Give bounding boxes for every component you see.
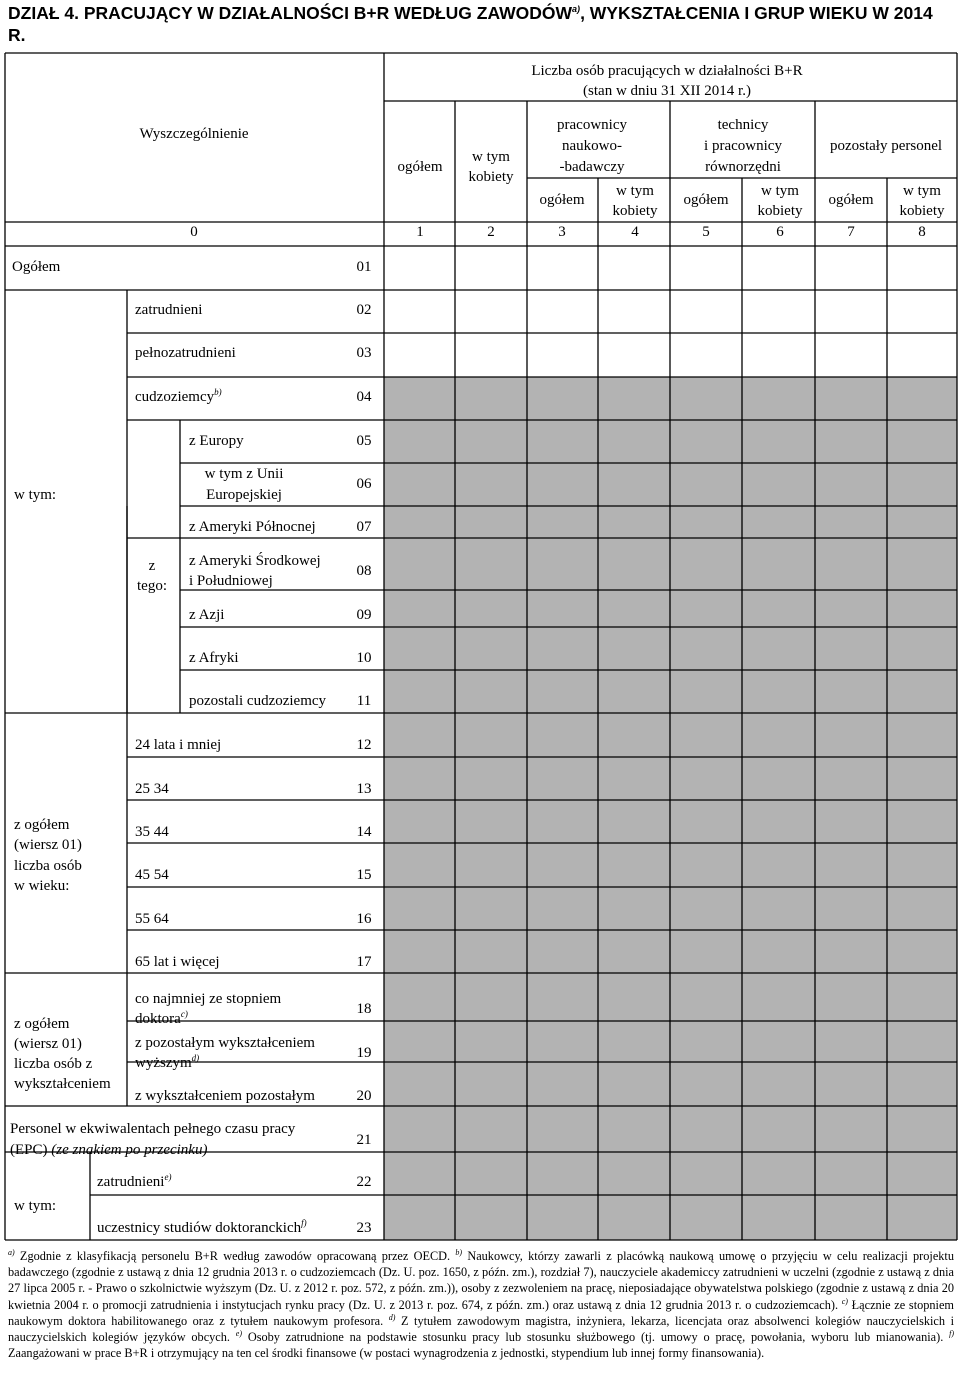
row-label-06-line2: Europejskiej <box>206 487 282 503</box>
row-label-01: Ogółem <box>12 259 61 275</box>
row-num-09: 09 <box>356 607 372 623</box>
colnum-5: 5 <box>702 224 710 240</box>
row-label-18-line1: co najmniej ze stopniem <box>135 991 282 1007</box>
row-label-20: z wykształceniem pozostałym <box>135 1088 315 1104</box>
header-g2-line1: technicy <box>717 117 769 133</box>
colnum-0: 0 <box>190 224 198 240</box>
group-wyksz-line1: z ogółem <box>14 1016 70 1032</box>
row-num-04: 04 <box>356 389 372 405</box>
row-num-23: 23 <box>356 1220 372 1236</box>
row-label-14: 35 44 <box>135 824 169 840</box>
footnote-e: $^{e)}$ Osoby zatrudnione na podstawie stosunku pracy lub stosunku służbowego (tj. umowy o pracę, powołania, wyboru lub mianowania). <box>235 1328 950 1345</box>
header-wyszczegolnienie: Wyszczególnienie <box>139 126 249 142</box>
header-col6-wtym: w tym <box>761 183 799 199</box>
group-ztego-line2: tego: <box>137 578 167 594</box>
row-label-11: pozostali cudzoziemcy <box>189 693 327 709</box>
footnote-c: $^{c)}$ Łącznie ze stopniem naukowym doktora habilitowanego oraz z tytułem naukowym profesora. <box>8 1296 954 1328</box>
header-g1-line3: -badawczy <box>559 159 625 175</box>
row-label-05: z Europy <box>189 433 244 449</box>
header-g2-line2: i pracownicy <box>704 138 782 154</box>
header-col8-wtym: w tym <box>903 183 941 199</box>
footnotes <box>8 1248 954 1361</box>
colnum-1: 1 <box>416 224 424 240</box>
group-wiek-line4: w wieku: <box>14 878 70 894</box>
group-wyksz-line4: wykształceniem <box>14 1076 111 1092</box>
row-num-07: 07 <box>356 519 372 535</box>
shaded-cell <box>384 377 957 1240</box>
header-col7-ogolem: ogółem <box>828 192 874 208</box>
header-col4-wtym: w tym <box>616 183 654 199</box>
row-num-10: 10 <box>356 650 372 666</box>
epc-line1: Personel w ekwiwalentach pełnego czasu pracy <box>10 1121 296 1137</box>
group-wiek-line2: (wiersz 01) <box>14 837 82 853</box>
row-label-07: z Ameryki Północnej <box>189 519 316 535</box>
row-label-13: 25 34 <box>135 781 169 797</box>
row-label-23: uczestnicy studiów doktoranckich$^{f)}$ <box>97 1218 307 1236</box>
colnum-4: 4 <box>631 224 639 240</box>
group-wtym-epc: w tym: <box>14 1198 57 1214</box>
row-label-10: z Afryki <box>189 650 239 666</box>
row-label-08-line2: i Południowej <box>189 573 273 589</box>
footnote-d: $^{d)}$ Z tytułem zawodowym magistra, inżyniera, lekarza, licencjata oraz absolwenci kolegiów nauczycielskich i nauczycielskich kolegiów języków obcych. <box>8 1312 955 1345</box>
row-num-13: 13 <box>356 781 372 797</box>
row-num-19: 19 <box>356 1045 372 1061</box>
row-num-20: 20 <box>356 1088 372 1104</box>
group-ztego-line1: z <box>148 558 156 574</box>
row-label-15: 45 54 <box>135 867 169 883</box>
footnote-b: $^{b)}$ Naukowcy, którzy zawarli z placówką naukową umowę o przyjęciu w celu realizacji projektu badawczego (zgodnie z ustawą z dnia 12 grudnia 2013 r. o cudzoziemcach (Dz. U. poz. 1650, z późn. zm.), rozdział 7), nauczyciele akademiccy zatrudnieni w uczelni (zgodnie z ustawą z dnia 27 lipca 2005 r. - Prawo o szkolnictwie wyższym (Dz. U. z 2012 r. poz. 572, z późn. zm.)), osoby z zezwoleniem na pracę, nieposiadające obywatelstwa polskiego (zgodnie z ustawą z dnia 20 kwietnia 2004 r. o promocji zatrudnienia i instytucjach rynku pracy (Dz. U. z 2013 r. poz. 674, z późn. zm.) oraz ustawą z dnia 12 grudnia 2013 r. o cudzoziemcach). <box>8 1247 954 1312</box>
header-col5-ogolem: ogółem <box>683 192 729 208</box>
row-num-21: 21 <box>356 1132 372 1148</box>
shaded-cells <box>384 377 957 1240</box>
header-col6-kobiety: kobiety <box>757 203 803 219</box>
colnum-8: 8 <box>918 224 926 240</box>
colnum-6: 6 <box>776 224 784 240</box>
header-col4-kobiety: kobiety <box>612 203 658 219</box>
row-num-17: 17 <box>356 954 372 970</box>
row-num-05: 05 <box>356 433 372 449</box>
row-num-15: 15 <box>356 867 372 883</box>
page-title: DZIAŁ 4. PRACUJĄCY W DZIAŁALNOŚCI B+R WEDŁUG ZAWODÓW$^{a)}$, WYKSZTAŁCENIA I GRUP WIEKU W 2014 R. <box>8 3 933 45</box>
row-num-11: 11 <box>356 693 372 709</box>
epc-line2: (EPC) (ze znakiem po przecinku) <box>10 1142 208 1158</box>
footnote-a: $^{a)}$ Zgodnie z klasyfikacją personelu B+R według zawodów opracowaną przez OECD. <box>8 1247 456 1263</box>
row-label-18-line2: doktora$^{c)}$ <box>135 1009 188 1027</box>
header-col8-kobiety: kobiety <box>899 203 945 219</box>
row-label-22: zatrudnieni$^{e)}$ <box>97 1172 172 1190</box>
header-top-line1: Liczba osób pracujących w działalności B+R <box>531 63 803 79</box>
row-num-16: 16 <box>356 911 372 927</box>
row-num-01: 01 <box>356 259 372 275</box>
header-top-line2: (stan w dniu 31 XII 2014 r.) <box>583 83 751 99</box>
header-col2-wtym: w tym <box>472 149 510 165</box>
row-num-18: 18 <box>356 1001 372 1017</box>
group-wyksz-line2: (wiersz 01) <box>14 1036 82 1052</box>
row-label-17: 65 lat i więcej <box>135 954 220 970</box>
header-g2-line3: równorzędni <box>705 159 781 175</box>
row-num-22: 22 <box>356 1174 372 1190</box>
header-g3: pozostały personel <box>829 138 943 154</box>
colnum-3: 3 <box>558 224 566 240</box>
row-num-08: 08 <box>356 563 372 579</box>
header-g1-line1: pracownicy <box>557 117 627 133</box>
row-label-04: cudzoziemcy$^{b)}$ <box>135 387 222 405</box>
row-num-02: 02 <box>356 302 372 318</box>
row-label-03: pełnozatrudnieni <box>135 345 236 361</box>
row-label-19-line1: z pozostałym wykształceniem <box>135 1035 315 1051</box>
row-label-12: 24 lata i mniej <box>135 737 222 753</box>
row-num-03: 03 <box>356 345 372 361</box>
header-col1-ogolem: ogółem <box>397 159 443 175</box>
row-num-14: 14 <box>356 824 372 840</box>
row-label-02: zatrudnieni <box>135 302 203 318</box>
row-num-06: 06 <box>356 476 372 492</box>
row-label-06-line1: w tym z Unii <box>204 466 284 482</box>
row-label-19-line2: wyższym$^{d)}$ <box>135 1053 200 1071</box>
header-g1-line2: naukowo- <box>562 138 622 154</box>
colnum-2: 2 <box>487 224 495 240</box>
row-num-12: 12 <box>356 737 372 753</box>
row-label-09: z Azji <box>189 607 225 623</box>
header-col3-ogolem: ogółem <box>539 192 585 208</box>
footnote-f: $^{f)}$ Zaangażowani w prace B+R i otrzymujący na ten cel środki finansowe (w postaci wynagrodzenia z jednostki, stypendium lub innej formy finansowania). <box>8 1328 954 1361</box>
row-label-16: 55 64 <box>135 911 169 927</box>
colnum-7: 7 <box>847 224 855 240</box>
group-wiek-line3: liczba osób <box>14 858 82 874</box>
row-label-08-line1: z Ameryki Środkowej <box>189 553 321 569</box>
group-wtym: w tym: <box>14 487 57 503</box>
group-wiek-line1: z ogółem <box>14 817 70 833</box>
header-col2-kobiety: kobiety <box>468 169 514 185</box>
group-wyksz-line3: liczba osób z <box>14 1056 93 1072</box>
